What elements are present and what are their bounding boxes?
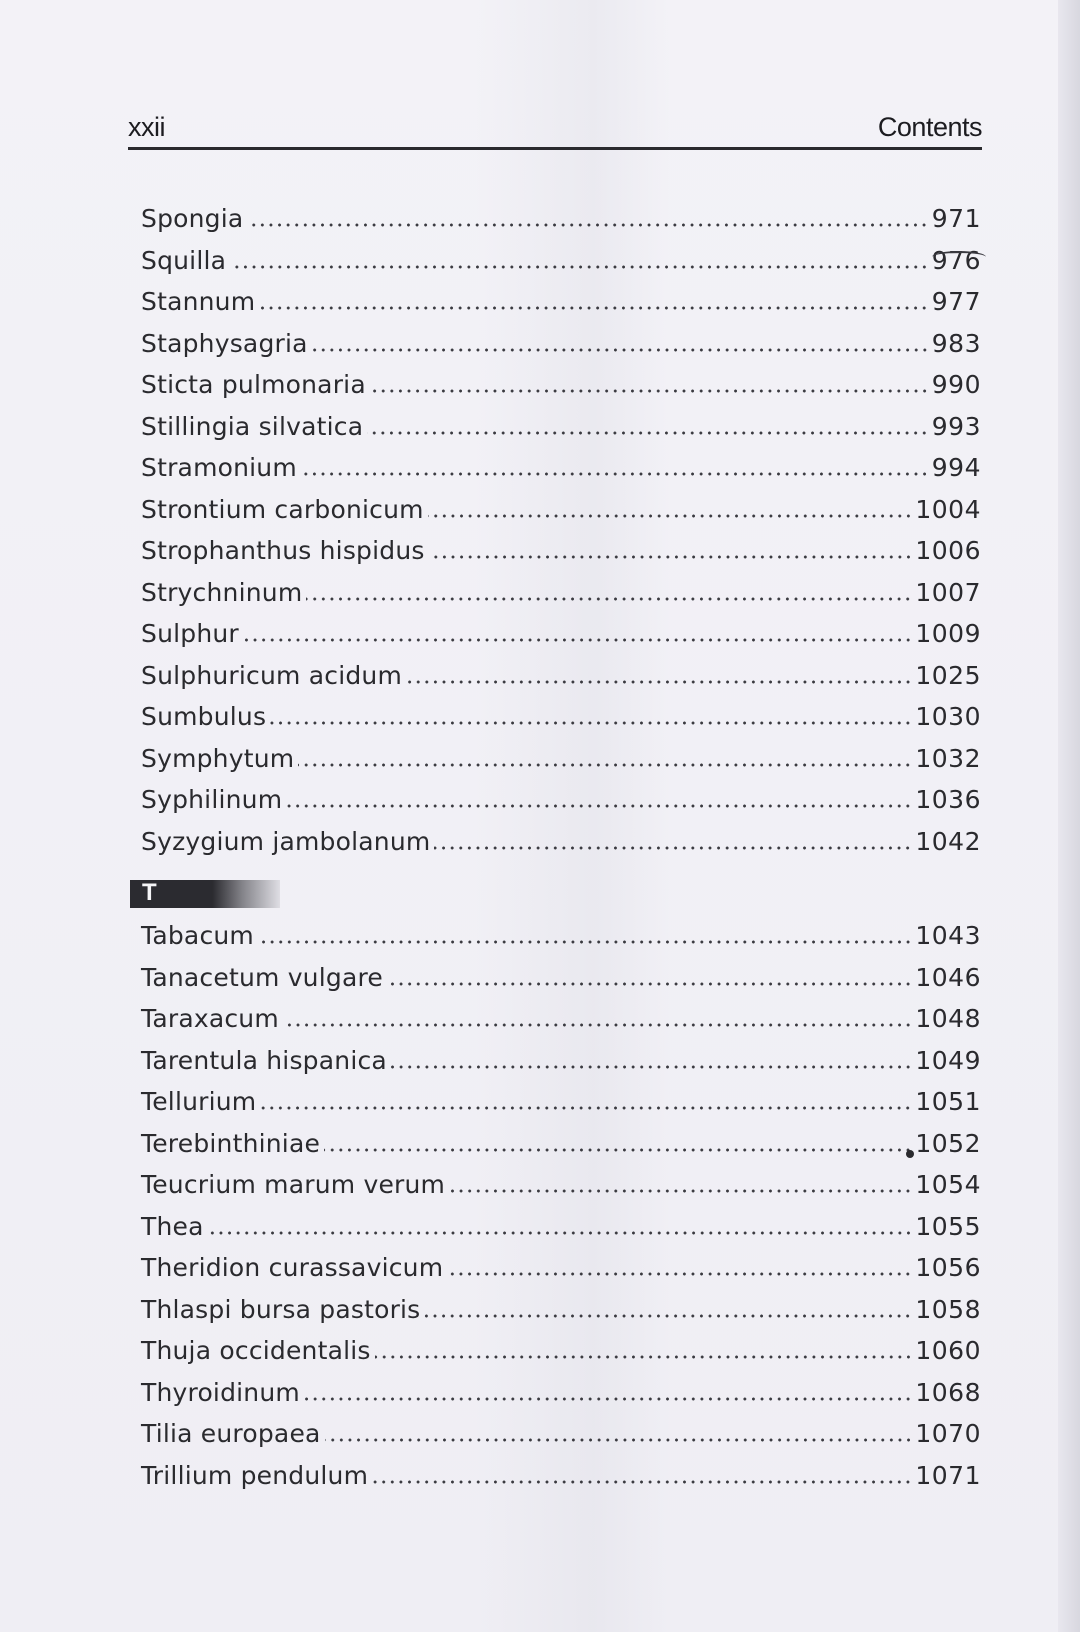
toc-entry — [141, 447, 981, 489]
entry-name: Strophanthus hispidus — [141, 536, 425, 565]
entry-page: 994 — [931, 453, 981, 482]
toc-entry — [141, 1247, 981, 1289]
entry-page: 1049 — [915, 1045, 981, 1075]
toc-entry — [141, 957, 981, 999]
toc-entry — [141, 1040, 981, 1082]
toc-entry — [141, 281, 981, 323]
entry-page: 1009 — [915, 619, 981, 648]
toc-list-t — [141, 915, 981, 1496]
toc-list-s — [141, 198, 981, 862]
entry-page: 977 — [931, 287, 981, 316]
toc-entry — [141, 696, 981, 738]
entry-page: 1051 — [915, 1087, 981, 1116]
entry-page: 1030 — [915, 702, 981, 731]
dot-leader — [283, 1023, 912, 1027]
entry-name: Trillium pendulum — [141, 1460, 369, 1490]
dot-leader — [391, 1065, 912, 1069]
entry-page: 1007 — [915, 577, 981, 607]
dot-leader — [324, 1148, 912, 1152]
section-title: Contents — [877, 112, 982, 142]
entry-name: Squilla — [141, 245, 227, 275]
toc-entry — [141, 240, 981, 282]
entry-page: 1054 — [915, 1170, 981, 1199]
toc-entry — [141, 1289, 981, 1331]
dot-leader — [370, 389, 929, 393]
entry-page: 1004 — [915, 494, 981, 524]
toc-entry — [141, 198, 981, 240]
dot-leader — [243, 638, 912, 642]
entry-page: 1070 — [915, 1419, 981, 1448]
section-letter: T — [142, 879, 157, 906]
entry-page: 1043 — [915, 921, 981, 950]
entry-page: 1058 — [915, 1294, 981, 1324]
entry-page: 1025 — [915, 660, 981, 690]
entry-page: 976 — [931, 245, 981, 275]
entry-page: 1036 — [915, 785, 981, 814]
dot-leader — [372, 1480, 912, 1484]
toc-entry — [141, 821, 981, 863]
entry-page: 1006 — [915, 536, 981, 565]
entry-name: Stannum — [141, 287, 256, 316]
dot-leader — [449, 1189, 912, 1193]
entry-name: Thuja occidentalis — [141, 1336, 371, 1365]
toc-entry — [141, 998, 981, 1040]
entry-name: Terebinthiniae — [141, 1128, 321, 1158]
toc-entry — [141, 1330, 981, 1372]
toc-entry — [141, 613, 981, 655]
dot-leader — [286, 804, 912, 808]
toc-entry — [141, 1455, 981, 1497]
entry-name: Theridion curassavicum — [141, 1253, 444, 1282]
toc-entry — [141, 655, 981, 697]
toc-entry — [141, 1413, 981, 1455]
toc-entry — [141, 489, 981, 531]
entry-name: Sumbulus — [141, 702, 267, 731]
dot-leader — [424, 1314, 912, 1318]
entry-name: Strontium carbonicum — [141, 494, 424, 524]
dot-leader — [301, 472, 929, 476]
dot-leader — [230, 265, 929, 269]
dot-leader — [447, 1272, 912, 1276]
entry-page: 1060 — [915, 1336, 981, 1365]
entry-page: 1055 — [915, 1211, 981, 1241]
entry-name: Stillingia silvatica — [141, 411, 364, 441]
entry-name: Syphilinum — [141, 785, 283, 814]
dot-leader — [325, 1438, 913, 1442]
dot-leader — [434, 846, 912, 850]
dot-leader — [298, 763, 912, 767]
dot-leader — [367, 431, 929, 435]
toc-entry — [141, 1164, 981, 1206]
entry-name: Strychninum — [141, 577, 303, 607]
entry-page: 1048 — [915, 1004, 981, 1033]
dot-leader — [208, 1231, 913, 1235]
entry-name: Tabacum — [141, 921, 254, 950]
entry-page: 1056 — [915, 1253, 981, 1282]
dot-leader — [247, 223, 928, 227]
dot-leader — [428, 514, 913, 518]
entry-name: Stramonium — [141, 453, 297, 482]
entry-name: Sticta pulmonaria — [141, 370, 366, 399]
toc-entry — [141, 572, 981, 614]
toc-entry — [141, 1081, 981, 1123]
entry-name: Teucrium marum verum — [141, 1170, 446, 1199]
entry-name: Symphytum — [141, 743, 295, 773]
entry-name: Sulphur — [141, 619, 239, 648]
entry-name: Tilia europaea — [141, 1419, 321, 1448]
entry-page: 971 — [931, 204, 981, 233]
toc-entry — [141, 779, 981, 821]
entry-name: Sulphuricum acidum — [141, 660, 403, 690]
page-edge-shadow — [1058, 0, 1080, 1632]
entry-page: 983 — [931, 328, 981, 358]
entry-name: Syzygium jambolanum — [141, 826, 431, 856]
entry-page: 993 — [931, 411, 981, 441]
entry-name: Staphysagria — [141, 328, 308, 358]
pen-annotation-mark — [932, 251, 986, 263]
toc-entry — [141, 406, 981, 448]
dot-leader — [406, 680, 912, 684]
ink-dot-mark — [906, 1150, 914, 1158]
toc-entry — [141, 1123, 981, 1165]
toc-entry — [141, 364, 981, 406]
entry-name: Thyroidinum — [141, 1377, 300, 1407]
toc-entry — [141, 1372, 981, 1414]
entry-page: 1046 — [915, 962, 981, 992]
entry-name: Tellurium — [141, 1087, 257, 1116]
running-header — [128, 112, 982, 148]
entry-page: 1032 — [915, 743, 981, 773]
dot-leader — [306, 597, 912, 601]
dot-leader — [375, 1355, 913, 1359]
entry-name: Thea — [141, 1211, 204, 1241]
page-number: xxii — [128, 112, 165, 142]
toc-entry — [141, 530, 981, 572]
entry-name: Taraxacum — [141, 1004, 279, 1033]
entry-name: Thlaspi bursa pastoris — [141, 1294, 421, 1324]
entry-page: 1042 — [915, 826, 981, 856]
toc-entry — [141, 738, 981, 780]
entry-page: 1071 — [915, 1460, 981, 1490]
entry-name: Tarentula hispanica — [141, 1045, 387, 1075]
toc-entry — [141, 323, 981, 365]
toc-entry — [141, 1206, 981, 1248]
entry-name: Tanacetum vulgare — [141, 962, 383, 992]
dot-leader — [258, 940, 912, 944]
entry-page: 990 — [931, 370, 981, 399]
entry-page: 1068 — [915, 1377, 981, 1407]
dot-leader — [429, 555, 913, 559]
dot-leader — [260, 1106, 912, 1110]
header-rule — [128, 147, 982, 150]
dot-leader — [259, 306, 929, 310]
toc-entry — [141, 915, 981, 957]
dot-leader — [387, 982, 912, 986]
dot-leader — [270, 721, 912, 725]
dot-leader — [304, 1397, 912, 1401]
entry-page: 1052 — [915, 1128, 981, 1158]
section-letter-badge — [130, 880, 280, 908]
dot-leader — [312, 348, 929, 352]
entry-name: Spongia — [141, 204, 244, 233]
